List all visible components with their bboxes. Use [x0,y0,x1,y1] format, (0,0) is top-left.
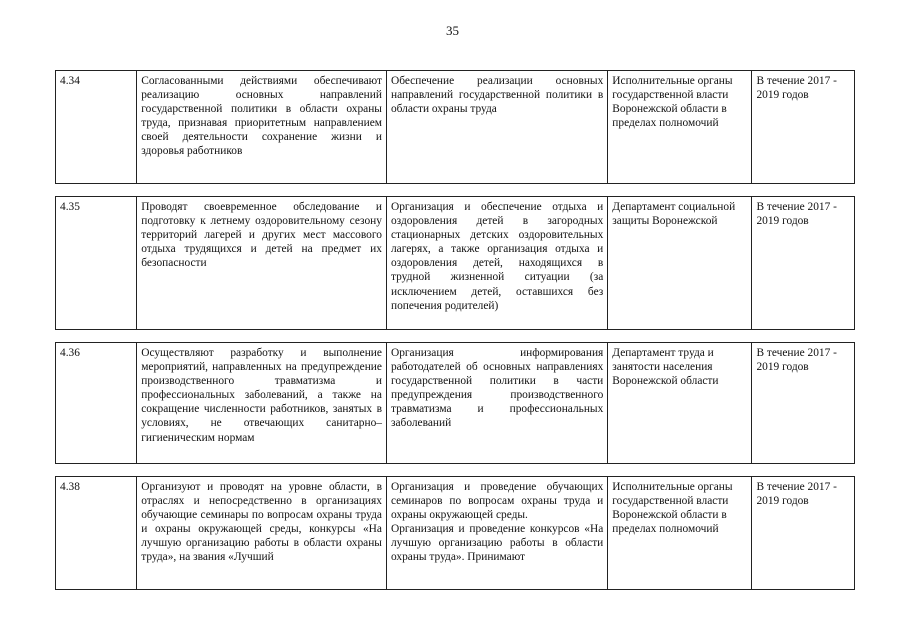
term-cell: В течение 2017 - 2019 годов [752,71,855,184]
item-number: 4.34 [56,71,137,184]
goal-cell: Обеспечение реализации основных направлений государственной политики в области охраны труда [386,71,607,184]
row-gap [56,330,855,343]
term-cell: В течение 2017 - 2019 годов [752,197,855,330]
row-gap [56,464,855,477]
row-gap [56,184,855,197]
action-cell: Согласованными действиями обеспечивают реализацию основных направлений государственной политики в области охраны труда, признавая приоритетным направлением своей деятельности сохранение жизни и здоровья работников [137,71,387,184]
executor-cell: Департамент социальной защиты Воронежской [608,197,752,330]
table-row [56,477,855,590]
goal-cell [386,477,607,590]
item-number: 4.35 [56,197,137,330]
table-row [56,71,855,184]
action-cell: Проводят своевременное обследование и подготовку к летнему оздоровительному сезону территорий лагерей и других мест массового отдыха трудящихся и детей на предмет их безопасности [137,197,387,330]
term-cell: В течение 2017 - 2019 годов [752,477,855,590]
page-number: 35 [446,23,459,38]
goal-paragraph: Организация и проведение обучающих семинаров по вопросам охраны труда и охраны окружающей среды. [390,481,604,522]
executor-cell: Департамент труда и занятости населения Воронежской области [608,343,752,464]
measures-table [55,70,855,590]
table-row [56,197,855,330]
goal-cell: Организация информирования работодателей об основных направлениях государственной политики в части предупреждения производственного травматизма и профессиональных заболеваний [386,343,607,464]
action-cell: Организуют и проводят на уровне области, в отраслях и непосредственно в организациях обучающие семинары по вопросам охраны труда и охраны окружающей среды, конкурсы «На лучшую организацию работы в области охраны труда», на звания «Лучший [137,477,387,590]
table-row [56,343,855,464]
executor-cell: Исполнительные органы государственной власти Воронежской области в пределах полномочий [608,477,752,590]
executor-cell: Исполнительные органы государственной власти Воронежской области в пределах полномочий [608,71,752,184]
action-cell: Осуществляют разработку и выполнение мероприятий, направленных на предупреждение производственного травматизма и профессиональных заболеваний, а также на сокращение численности работников, занятых в условиях, не отвечающих санитарно–гигиеническим нормам [137,343,387,464]
term-cell: В течение 2017 - 2019 годов [752,343,855,464]
item-number: 4.38 [56,477,137,590]
goal-cell: Организация и обеспечение отдыха и оздоровления детей в загородных стационарных детских оздоровительных лагерях, а также организация отдыха и оздоровления детей, находящихся в трудной жизненной ситуации (за исключением детей, оставшихся без попечения родителей) [386,197,607,330]
item-number: 4.36 [56,343,137,464]
goal-paragraph: Организация и проведение конкурсов «На лучшую организацию работы в области охраны труда». Принимают [390,523,604,564]
